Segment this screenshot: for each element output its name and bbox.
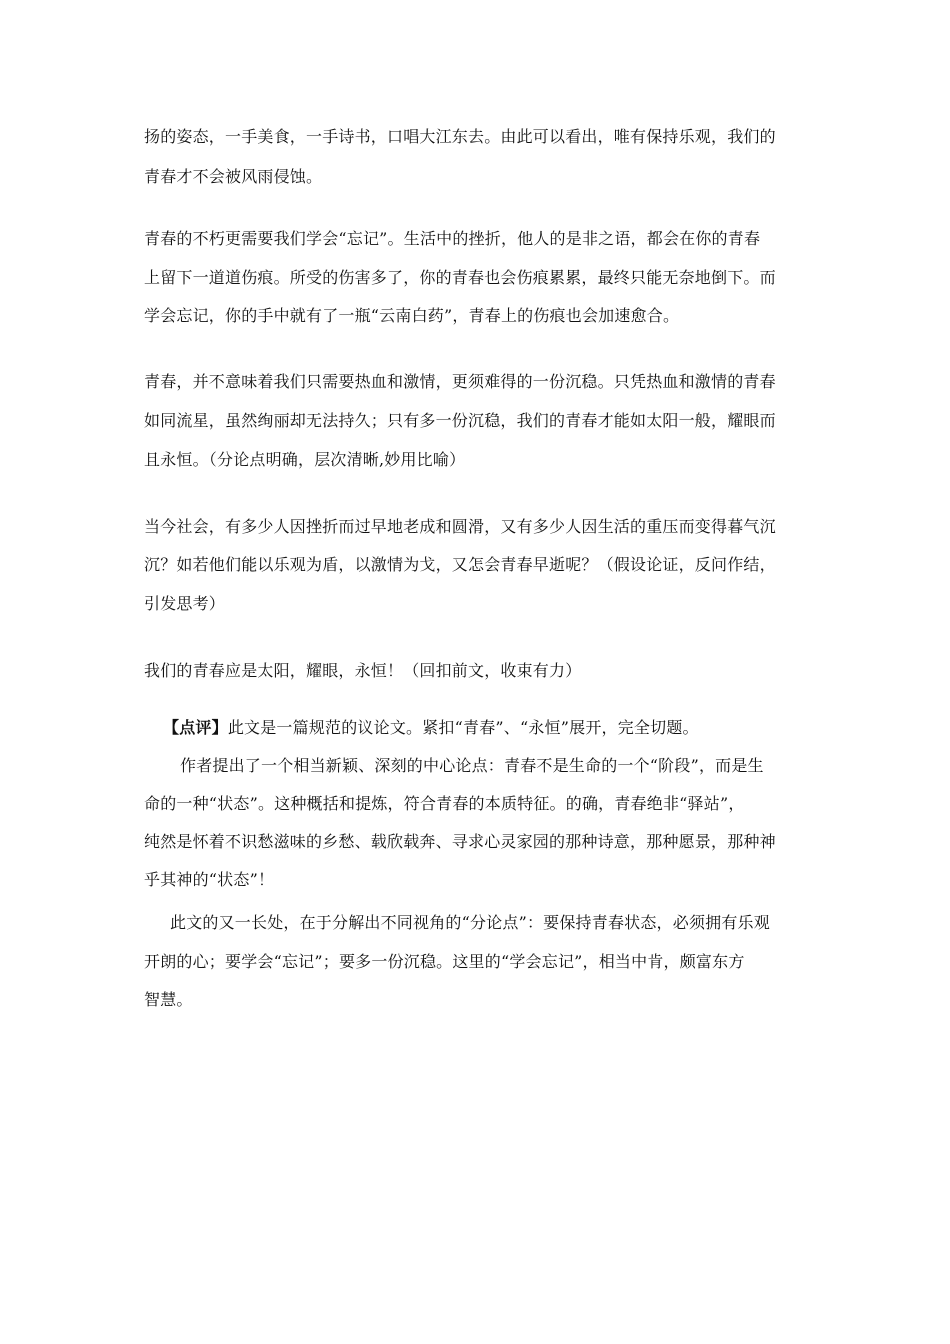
review-paragraph-1-line-4: 乎其神的“状态”！	[144, 870, 275, 889]
paragraph-4-line-2: 沉？如若他们能以乐观为盾，以激情为戈，又怎会青春早逝呢？（假设论证，反问作结，	[144, 555, 776, 574]
review-paragraph-2-line-2: 开朗的心；要学会“忘记”；要多一份沉稳。这里的“学会忘记”，相当中肯，颇富东方	[144, 952, 745, 971]
paragraph-2-line-3: 学会忘记，你的手中就有了一瓶“云南白药”，青春上的伤痕也会加速愈合。	[144, 306, 680, 325]
review-paragraph-1-line-3: 纯然是怀着不识愁滋味的乡愁、载欣载奔、寻求心灵家园的那种诗意，那种愿景，那种神	[144, 832, 776, 851]
paragraph-3-line-1: 青春，并不意味着我们只需要热血和激情，更须难得的一份沉稳。只凭热血和激情的青春	[144, 372, 776, 391]
review-intro-line	[163, 718, 833, 738]
paragraph-3-line-2: 如同流星，虽然绚丽却无法持久；只有多一份沉稳，我们的青春才能如太阳一般，耀眼而	[144, 411, 776, 430]
paragraph-4-line-1: 当今社会，有多少人因挫折而过早地老成和圆滑，又有多少人因生活的重压而变得暮气沉	[144, 517, 776, 536]
review-label: 【点评】	[163, 718, 228, 737]
review-paragraph-1-line-2: 命的一种“状态”。这种概括和提炼，符合青春的本质特征。的确，青春绝非“驿站”，	[144, 794, 745, 813]
paragraph-1-line-2: 青春才不会被风雨侵蚀。	[144, 167, 323, 186]
review-paragraph-2-line-3: 智慧。	[144, 990, 193, 1009]
paragraph-4-line-3: 引发思考）	[144, 594, 226, 613]
review-paragraph-1-line-1: 作者提出了一个相当新颖、深刻的中心论点：青春不是生命的一个“阶段”，而是生	[180, 756, 764, 775]
review-intro-text: 此文是一篇规范的议论文。紧扣“青春”、“永恒”展开，完全切题。	[227, 718, 699, 737]
paragraph-2-line-1: 青春的不朽更需要我们学会“忘记”。生活中的挫折，他人的是非之语，都会在你的青春	[144, 229, 761, 248]
review-paragraph-2-line-1: 此文的又一长处，在于分解出不同视角的“分论点”：要保持青春状态，必须拥有乐观	[170, 913, 770, 932]
paragraph-1-line-1: 扬的姿态，一手美食，一手诗书，口唱大江东去。由此可以看出，唯有保持乐观，我们的	[144, 127, 776, 146]
paragraph-2-line-2: 上留下一道道伤痕。所受的伤害多了，你的青春也会伤痕累累，最终只能无奈地倒下。而	[144, 268, 776, 287]
paragraph-3-line-3: 且永恒。（分论点明确，层次清晰,妙用比喻）	[144, 450, 466, 469]
paragraph-5-line-1: 我们的青春应是太阳，耀眼，永恒！（回扣前文，收束有力）	[144, 661, 582, 680]
